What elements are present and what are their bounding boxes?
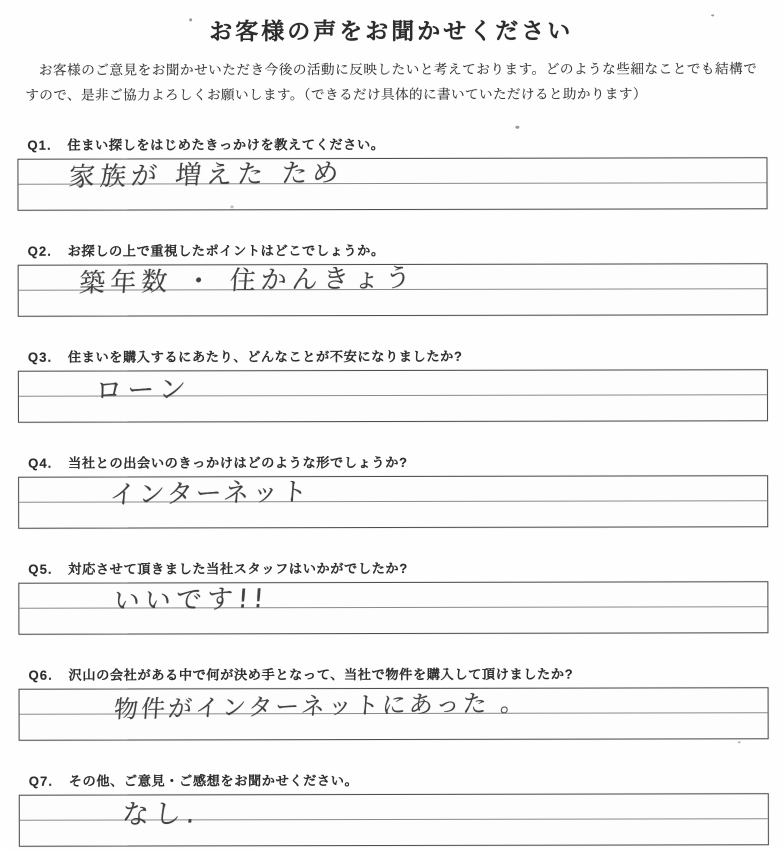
answer-box-q1 <box>17 157 767 211</box>
handwritten-answer-q4: インターネット <box>108 477 312 511</box>
question-section-q6 <box>1 663 784 741</box>
handwritten-answer-q3: ローン <box>94 374 192 407</box>
answer-box-q4 <box>18 475 768 529</box>
question-section-q2 <box>0 239 784 317</box>
question-text-q6: 沢山の会社がある中で何が決め手となって、当社で物件を購入して頂けましたか? <box>68 666 574 683</box>
answer-box-q7 <box>19 793 769 847</box>
question-number-q7: Q7. <box>28 773 54 789</box>
question-section-q1 <box>0 133 784 211</box>
question-label-q1 <box>27 133 757 154</box>
handwritten-answer-q5: いいです!! <box>112 584 270 617</box>
answer-box-q3 <box>18 369 768 423</box>
question-text-q3: 住まいを購入するにあたり、どんなことが不安になりましたか? <box>67 348 463 365</box>
scan-noise-speck <box>231 205 234 208</box>
question-sections <box>0 133 784 847</box>
question-section-q5 <box>0 557 784 635</box>
scan-noise-speck <box>738 741 741 743</box>
scan-noise-speck <box>189 18 192 21</box>
question-text-q1: 住まい探しをはじめたきっかけを教えてください。 <box>67 137 385 153</box>
question-number-q3: Q3. <box>27 349 53 365</box>
question-text-q5: 対応させて頂きました当社スタッフはいかがでしたか? <box>68 560 408 577</box>
question-number-q6: Q6. <box>28 667 53 683</box>
scan-noise-speck <box>711 14 714 16</box>
question-number-q2: Q2. <box>27 243 52 259</box>
answer-box-q2 <box>18 263 768 317</box>
question-label-q4 <box>28 451 758 472</box>
handwritten-answer-q7: なし. <box>121 798 201 831</box>
question-text-q4: 当社との出会いのきっかけはどのような形でしょうか? <box>68 454 408 471</box>
intro-paragraph: お客様のご意見をお聞かせいただき今後の活動に反映したいと考えております。どのような些細なことでも結構ですので、是非ご協力よろしくお願いします。（できるだけ具体的に書いていただけると助かります） <box>25 61 758 103</box>
question-label-q7 <box>29 769 759 790</box>
handwritten-answer-q1: 家族が 増えた ため <box>67 158 345 193</box>
question-section-q4 <box>0 451 784 529</box>
page-title: お客様の声をお聞かせください <box>209 18 574 45</box>
question-label-q6 <box>29 663 759 684</box>
question-text-q2: お探しの上で重視したポイントはどこでしょうか。 <box>67 243 385 259</box>
question-label-q5 <box>28 557 758 578</box>
question-text-q7: その他、ご意見・ご感想をお聞かせください。 <box>68 773 359 789</box>
question-label-q3 <box>28 345 758 366</box>
handwritten-answer-q6: 物件がインターネットにあった 。 <box>113 688 529 724</box>
scan-noise-speck <box>515 126 519 129</box>
question-number-q5: Q5. <box>28 561 53 577</box>
question-number-q1: Q1. <box>27 137 52 153</box>
answer-box-q6 <box>19 687 769 741</box>
question-section-q3 <box>0 345 784 423</box>
handwritten-answer-q2: 築年数 ・ 住かんきょう <box>78 263 417 299</box>
question-section-q7 <box>1 769 784 847</box>
question-number-q4: Q4. <box>28 455 53 471</box>
answer-box-q5 <box>18 581 768 635</box>
